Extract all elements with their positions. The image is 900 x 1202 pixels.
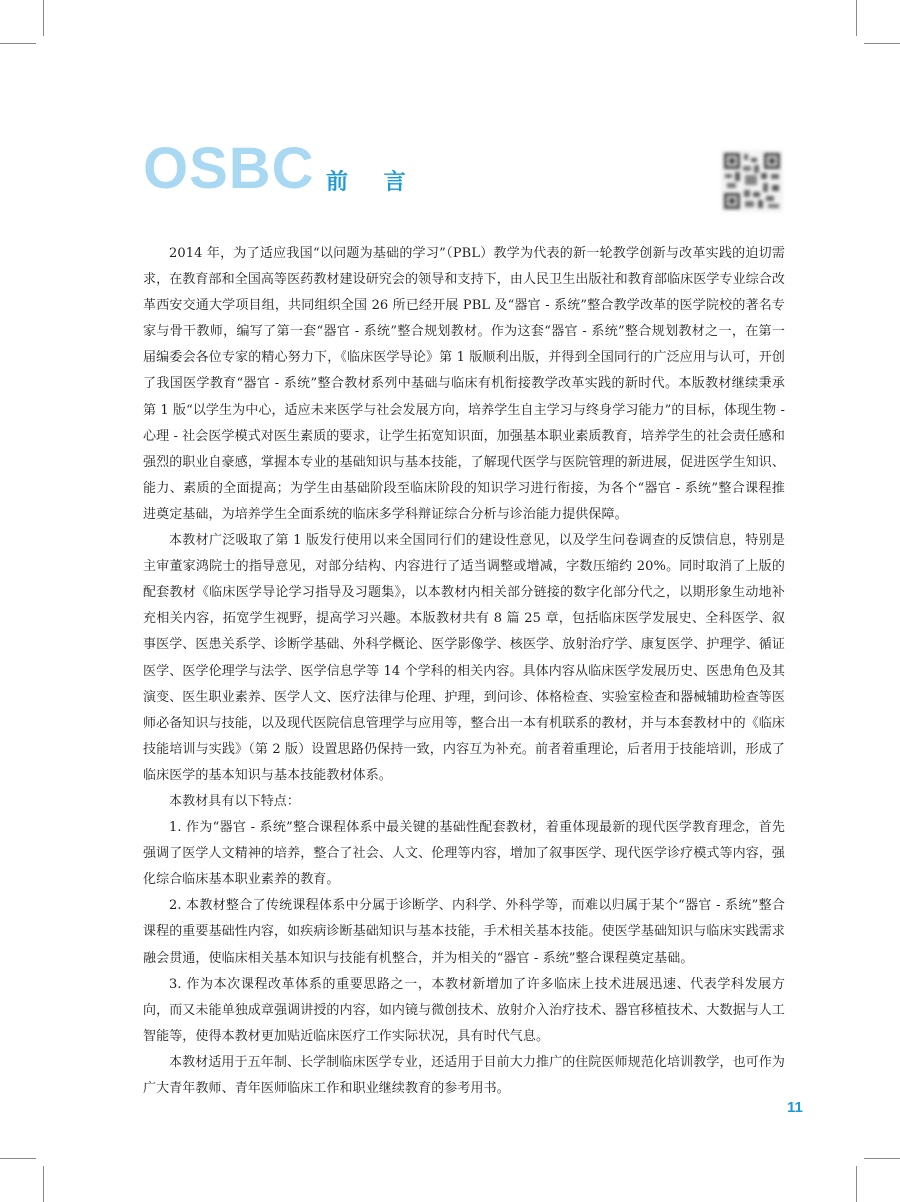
crop-mark: [0, 43, 36, 44]
preface-body: [143, 241, 785, 1102]
crop-mark: [856, 0, 857, 36]
paragraph: 本教材适用于五年制、长学制临床医学专业，还适用于目前大力推广的住院医师规范化培训教学，也可作为广大青年教师、青年医师临床工作和职业继续教育的参考用书。: [143, 1054, 785, 1096]
page-title: 前 言: [326, 170, 420, 195]
osbc-logo: OSBC: [143, 136, 315, 201]
paragraph: 2. 本教材整合了传统课程体系中分属于诊断学、内科学、外科学等，而难以归属于某个“器官 - 系统”整合课程的重要基础性内容，如疾病诊断基础知识与基本技能，手术相关基本技能。使医学基础知识与临床实践需求融会贯通，使临床相关基本知识与技能有机整合，并为相关的“器官 - 系统”整合课程奠定基础。: [143, 898, 785, 966]
crop-mark: [0, 1158, 36, 1159]
paragraph: 本教材具有以下特点：: [169, 793, 301, 809]
crop-mark: [43, 0, 44, 36]
paragraph: 本教材广泛吸取了第 1 版发行使用以来全国同行们的建设性意见，以及学生问卷调查的反馈信息，特别是主审董家鸿院士的指导意见，对部分结构、内容进行了适当调整或增减，字数压缩约 20%。同时取消了上版的配套教材《临床医学导论学习指导及习题集》，以本教材内相关部分链接的数字化部分代之，以期形象生动地补充相关内容，拓宽学生视野，提高学习兴趣。本版教材共有 8 篇 25 章，包括临床医学发展史、全科医学、叙事医学、医患关系学、诊断学基础、外科学概论、医学影像学、核医学、放射治疗学、康复医学、护理学、循证医学、医学伦理学与法学、医学信息学等 14 个学科的相关内容。具体内容从临床医学发展历史、医患角色及其演变、医生职业素养、医学人文、医疗法律与伦理、护理，到问诊、体格检查、实验室检查和器械辅助检查等医师必备知识与技能，以及现代医院信息管理学与应用等，整合出一本有机联系的教材，并与本套教材中的《临床技能培训与实践》（第 2 版）设置思路仍保持一致，内容互为补充。前者着重理论，后者用于技能培训，形成了临床医学的基本知识与基本技能教材体系。: [143, 533, 785, 783]
qr-code-icon: [721, 150, 783, 212]
paragraph: 1. 作为“器官 - 系统”整合课程体系中最关键的基础性配套教材，着重体现最新的现代医学教育理念，首先强调了医学人文精神的培养，整合了社会、人文、伦理等内容，增加了叙事医学、现代医学诊疗模式等内容，强化综合临床基本职业素养的教育。: [143, 820, 785, 888]
paragraph: 3. 作为本次课程改革体系的重要思路之一，本教材新增加了许多临床上技术进展迅速、代表学科发展方向，而又未能单独成章强调讲授的内容，如内镜与微创技术、放射介入治疗技术、器官移植技术、大数据与人工智能等，使得本教材更加贴近临床医疗工作实际状况，具有时代气息。: [143, 976, 785, 1044]
paragraph: 2014 年，为了适应我国“以问题为基础的学习”（PBL）教学为代表的新一轮教学创新与改革实践的迫切需求，在教育部和全国高等医药教材建设研究会的领导和支持下，由人民卫生出版社和教育部临床医学专业综合改革西安交通大学项目组，共同组织全国 26 所已经开展 PBL 及“器官 - 系统”整合教学改革的医学院校的著名专家与骨干教师，编写了第一套“器官 - 系统”整合规划教材。作为这套“器官 - 系统”整合规划教材之一，在第一届编委会各位专家的精心努力下，《临床医学导论》第 1 版顺利出版，并得到全国同行的广泛应用与认可，开创了我国医学教育“器官 - 系统”整合教材系列中基础与临床有机衔接教学改革实践的新时代。本版教材继续秉承第 1 版“以学生为中心，适应未来医学与社会发展方向，培养学生自主学习与终身学习能力”的目标，体现生物 - 心理 - 社会医学模式对医生素质的要求，让学生拓宽知识面，加强基本职业素质教育，培养学生的社会责任感和强烈的职业自豪感，掌握本专业的基础知识与基本技能，了解现代医学与医院管理的新进展，促进医学生知识、能力、素质的全面提高；为学生由基础阶段至临床阶段的知识学习进行衔接，为各个“器官 - 系统”整合课程推进奠定基础，为培养学生全面系统的临床多学科辩证综合分析与诊治能力提供保障。: [143, 246, 785, 522]
crop-mark: [864, 43, 900, 44]
crop-mark: [856, 1166, 857, 1202]
crop-mark: [43, 1166, 44, 1202]
page-number: 11: [787, 1099, 803, 1116]
crop-mark: [864, 1158, 900, 1159]
